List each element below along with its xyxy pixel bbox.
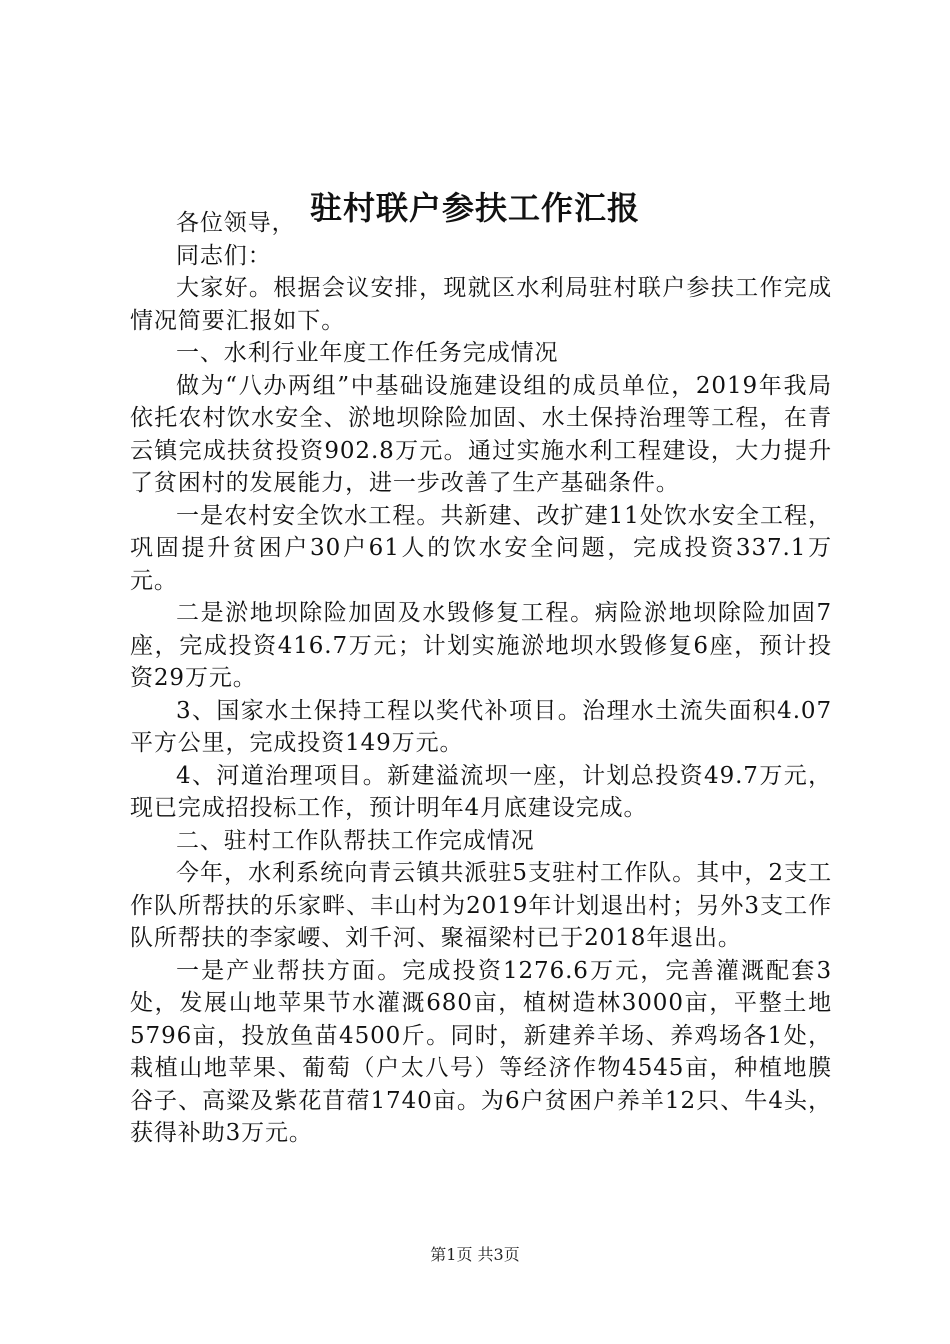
paragraph-intro: 大家好。根据会议安排，现就区水利局驻村联户参扶工作完成情况简要汇报如下。 <box>130 275 832 334</box>
paragraph-overview: 做为“八办两组”中基础设施建设组的成员单位，2019年我局依托农村饮水安全、淤地坝除险加固、水土保持治理等工程，在青云镇完成扶贫投资902.8万元。通过实施水利工程建设，大力提升了贫困村的发展能力，进一步改善了生产基础条件。 <box>130 372 832 496</box>
paragraph-drinking-water: 一是农村安全饮水工程。共新建、改扩建11处饮水安全工程，巩固提升贫困户30户61人的饮水安全问题，完成投资337.1万元。 <box>130 502 832 594</box>
paragraph-silt-dam: 二是淤地坝除险加固及水毁修复工程。病险淤地坝除险加固7座，完成投资416.7万元；计划实施淤地坝水毁修复6座，预计投资29万元。 <box>130 600 832 691</box>
section-heading-2: 二、驻村工作队帮扶工作完成情况 <box>176 827 535 854</box>
paragraph-work-teams: 今年，水利系统向青云镇共派驻5支驻村工作队。其中，2支工作队所帮扶的乐家畔、丰山村为2019年计划退出村；另外3支工作队所帮扶的李家崾、刘千河、聚福梁村已于2018年退出。 <box>130 860 832 951</box>
document-body <box>130 207 832 1150</box>
paragraph-industry-support: 一是产业帮扶方面。完成投资1276.6万元，完善灌溉配套3处，发展山地苹果节水灌溉680亩，植树造林3000亩，平整土地5796亩，投放鱼苗4500斤。同时，新建养羊场、养鸡场各1处，栽植山地苹果、葡萄（户太八号）等经济作物4545亩，种植地膜谷子、高粱及紫花苜蓿1740亩。为6户贫困户养羊12只、牛4头，获得补助3万元。 <box>130 957 832 1146</box>
page-number: 第1页 共3页 <box>430 1245 520 1264</box>
salutation-comrades: 同志们： <box>176 242 272 269</box>
document-title: 驻村联户参扶工作汇报 <box>309 189 640 227</box>
section-heading-1: 一、水利行业年度工作任务完成情况 <box>176 340 559 366</box>
paragraph-river-management: 4、河道治理项目。新建溢流坝一座，计划总投资49.7万元，现已完成招投标工作，预计明年4月底建设完成。 <box>130 762 832 821</box>
salutation-leaders: 各位领导， <box>176 210 296 236</box>
paragraph-soil-conservation: 3、国家水土保持工程以奖代补项目。治理水土流失面积4.07平方公里，完成投资149万元。 <box>130 697 832 756</box>
